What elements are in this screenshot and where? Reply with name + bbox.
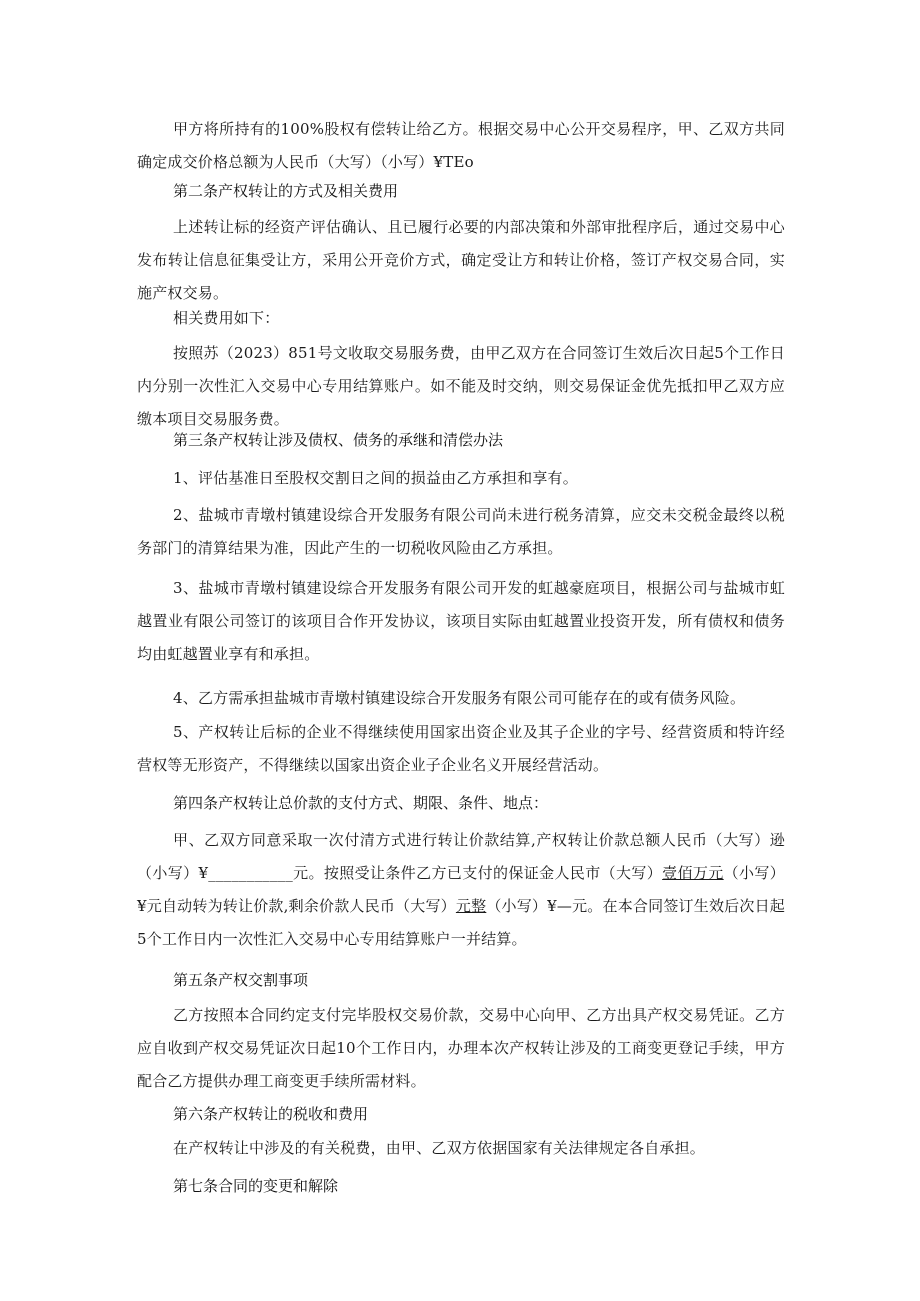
article-3-item-4: 4、乙方需承担盐城市青墩村镇建设综合开发服务有限公司可能存在的或有债务风险。 xyxy=(173,689,746,707)
article-7-heading: 第七条合同的变更和解除 xyxy=(173,1177,339,1195)
payment-text-a: 甲、乙双方同意采取一次付清方式进行转让价款结算,产权转让价款总额人民币（大写）逊（小写）¥ xyxy=(137,831,785,882)
payment-text-b: 元。按照受让条件乙方已支付的保证金人民市（大写） xyxy=(292,864,663,882)
article-2-paragraph-3: 按照苏（2023）851号文收取交易服务费，由甲乙双方在合同签订生效后次日起5个工作日内分别一次性汇入交易中心专用结算账户。如不能及时交纳，则交易保证金优先抵扣甲乙双方应缴本项目交易服务费。 xyxy=(137,344,785,428)
article-2-paragraph-1: 上述转让标的经资产评估确认、且已履行必要的内部决策和外部审批程序后，通过交易中心发布转让信息征集受让方，采用公开竞价方式，确定受让方和转让价格，签订产权交易合同，实施产权交易。 xyxy=(137,218,785,302)
remaining-amount-underlined: 元整 xyxy=(455,897,487,915)
article-5-heading: 第五条产权交割事项 xyxy=(173,971,309,989)
article-4-paragraph xyxy=(137,824,785,956)
intro-paragraph: 甲方将所持有的100%股权有偿转让给乙方。根据交易中心公开交易程序，甲、乙双方共同确定成交价格总额为人民币（大写）（小写）¥TEo xyxy=(137,120,785,171)
amount-blank: ___________ xyxy=(208,864,293,882)
article-6-paragraph: 在产权转让中涉及的有关税费，由甲、乙双方依据国家有关法律规定各自承担。 xyxy=(173,1139,706,1157)
article-3-item-2: 2、盐城市青墩村镇建设综合开发服务有限公司尚未进行税务清算，应交未交税金最终以税务部门的清算结果为准，因此产生的一切税收风险由乙方承担。 xyxy=(137,506,785,557)
article-3-item-5: 5、产权转让后标的企业不得继续使用国家出资企业及其子企业的字号、经营资质和特许经营权等无形资产，不得继续以国家出资企业子企业名义开展经营活动。 xyxy=(137,723,785,774)
payment-text-c: （小写）¥元自动转为转让价款,剩余价款人民币（大写） xyxy=(137,864,785,915)
article-4-heading: 第四条产权转让总价款的支付方式、期限、条件、地点： xyxy=(173,794,549,812)
article-3-item-1: 1、评估基准日至股权交割日之间的损益由乙方承担和享有。 xyxy=(173,469,578,487)
article-5-paragraph: 乙方按照本合同约定支付完毕股权交易价款，交易中心向甲、乙方出具产权交易凭证。乙方应自收到产权交易凭证次日起10个工作日内，办理本次产权转让涉及的工商变更登记手续，甲方配合乙方提供办理工商变更手续所需材料。 xyxy=(137,1006,785,1090)
article-2-paragraph-2: 相关费用如下： xyxy=(173,309,280,327)
article-2-heading: 第二条产权转让的方式及相关费用 xyxy=(173,182,399,200)
payment-text-d: （小写）¥—元。在本合同签订生效后次日起5个工作日内一次性汇入交易中心专用结算账户一并结算。 xyxy=(137,897,785,948)
article-3-item-3: 3、盐城市青墩村镇建设综合开发服务有限公司开发的虹越豪庭项目，根据公司与盐城市虹越置业有限公司签订的该项目合作开发协议，该项目实际由虹越置业投资开发，所有债权和债务均由虹越置业享有和承担。 xyxy=(137,579,785,663)
deposit-amount-underlined: 壹佰万元 xyxy=(662,864,724,882)
article-6-heading: 第六条产权转让的税收和费用 xyxy=(173,1105,369,1123)
article-3-heading: 第三条产权转让涉及债权、债务的承继和清偿办法 xyxy=(173,431,504,449)
